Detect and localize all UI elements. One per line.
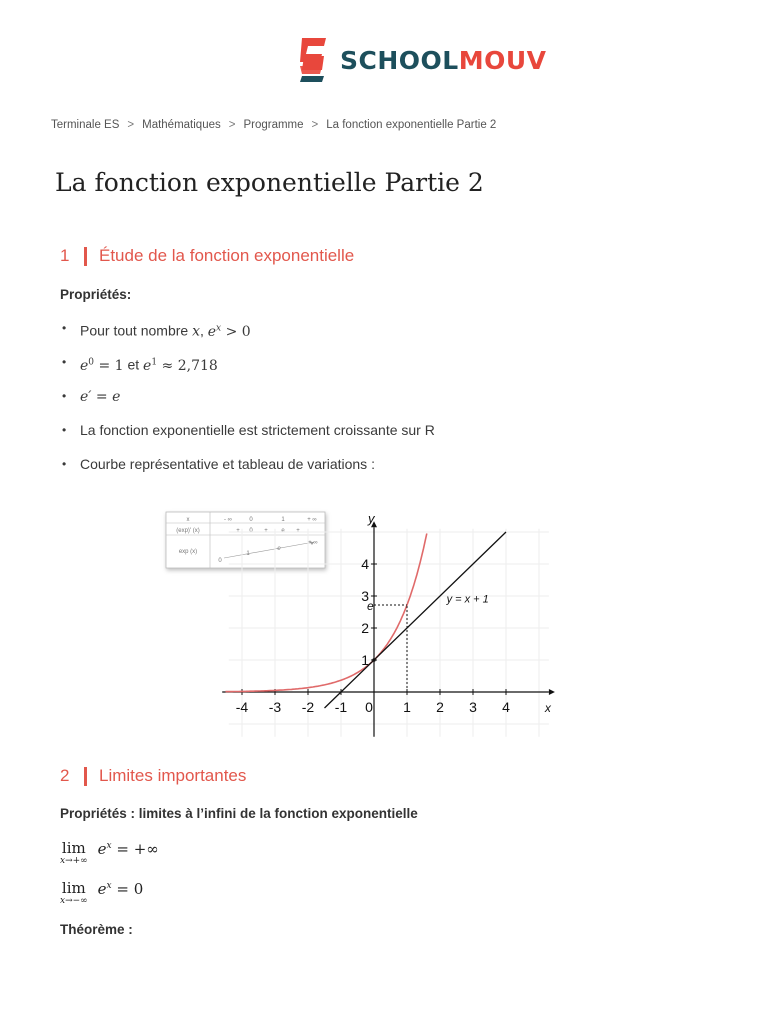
- breadcrumb-item[interactable]: Programme: [243, 119, 304, 131]
- table-deriv-sign: +: [264, 528, 268, 534]
- x-tick-label: -4: [235, 699, 249, 715]
- x-tick-label: -3: [268, 699, 282, 715]
- x-tick-label: 3: [469, 699, 477, 715]
- math-var: x: [192, 323, 200, 340]
- x-axis-arrow-icon: [549, 689, 555, 695]
- lim-operator: lim: [61, 839, 86, 857]
- section-divider: [84, 247, 87, 266]
- point-marker: [372, 658, 376, 662]
- breadcrumb: [51, 119, 496, 131]
- list-item: [62, 350, 435, 384]
- limit-plus-infinity: [60, 840, 159, 866]
- x-tick-label: 4: [502, 699, 510, 715]
- list-item: [62, 316, 435, 350]
- section-number: 1: [60, 246, 70, 265]
- table-deriv-value: 0: [249, 528, 253, 534]
- lim-expression: $e^x = 0$: [97, 880, 144, 898]
- y-tick-label: 1: [361, 652, 369, 668]
- limit-minus-infinity: [60, 880, 143, 906]
- lim-subscript: x→+∞: [60, 856, 88, 866]
- table-header-value: 0: [249, 517, 253, 523]
- limits-properties-label: Propriétés : limites à l’infini de la fonction exponentielle: [60, 806, 418, 821]
- table-header-x: x: [186, 517, 190, 523]
- breadcrumb-item-current[interactable]: La fonction exponentielle Partie 2: [326, 119, 497, 131]
- exponential-figure: [160, 500, 630, 740]
- y-tick-label: 4: [361, 556, 369, 572]
- properties-label: Propriétés:: [60, 287, 132, 302]
- table-header-value: - ∞: [224, 517, 232, 523]
- lim-subscript: x→−∞: [60, 896, 88, 906]
- lim-operator: lim: [61, 879, 86, 897]
- bullet-text: Courbe représentative et tableau de variations :: [80, 456, 375, 472]
- list-item: [62, 384, 435, 418]
- variation-table: [166, 512, 325, 568]
- bullet-text: et: [127, 356, 140, 373]
- tangent-label: y = x + 1: [446, 593, 489, 606]
- table-func-label: exp (x): [178, 549, 198, 555]
- section-1-heading: [60, 246, 354, 266]
- section-number: 2: [60, 766, 70, 785]
- lim-expression: $e^x$ = +∞: [97, 840, 159, 858]
- schoolmouv-logo[interactable]: [298, 36, 547, 84]
- list-item: [62, 418, 435, 452]
- table-header-value: + ∞: [307, 517, 317, 523]
- breadcrumb-separator: >: [311, 119, 319, 131]
- list-item: [62, 452, 435, 486]
- theorem-label: Théorème :: [60, 922, 133, 937]
- math-expr: $e^0 = 1$: [80, 357, 124, 374]
- e-label: e: [367, 599, 374, 614]
- breadcrumb-separator: >: [127, 119, 135, 131]
- table-func-value: + ∞: [308, 540, 318, 546]
- x-tick-label: 1: [403, 699, 411, 715]
- bullet-text: La fonction exponentielle est strictement croissante sur R: [80, 422, 435, 438]
- x-tick-label: 0: [365, 699, 373, 715]
- table-func-value: e: [277, 546, 281, 552]
- breadcrumb-item[interactable]: Terminale ES: [51, 119, 120, 131]
- table-frame: [166, 512, 325, 568]
- tangent-line: [325, 532, 507, 708]
- table-deriv-label: (exp)' (x): [176, 528, 200, 534]
- section-title: Limites importantes: [99, 766, 247, 785]
- logo-text: SCHOOLMOUV: [340, 45, 547, 75]
- bullet-text: Pour tout nombre: [80, 322, 193, 339]
- table-header-value: 1: [281, 517, 285, 523]
- table-deriv-value: e: [281, 528, 285, 534]
- section-title: Étude de la fonction exponentielle: [99, 246, 355, 265]
- properties-list: [62, 316, 435, 486]
- y-tick-label: 3: [361, 588, 369, 604]
- math-expr: e′ = e: [80, 389, 121, 405]
- table-deriv-sign: +: [236, 528, 240, 534]
- breadcrumb-item[interactable]: Mathématiques: [142, 119, 221, 131]
- math-expr: $e^1 \approx 2,718$: [143, 357, 218, 374]
- section-divider: [84, 767, 87, 786]
- x-tick-label: -2: [301, 699, 315, 715]
- x-tick-label: -1: [334, 699, 348, 715]
- logo-mark-icon: [298, 36, 330, 84]
- math-expr: $e^x > 0$: [207, 323, 251, 340]
- page-title: La fonction exponentielle Partie 2: [55, 168, 484, 197]
- table-func-value: 0: [218, 558, 222, 564]
- y-axis-label: y: [368, 511, 375, 527]
- section-2-heading: [60, 766, 246, 786]
- table-func-value: 1: [246, 551, 250, 557]
- x-axis-label: x: [544, 701, 551, 715]
- y-tick-label: 2: [361, 620, 369, 636]
- exponential-graph: [160, 500, 630, 740]
- bullet-text: ,: [199, 322, 208, 339]
- breadcrumb-separator: >: [228, 119, 236, 131]
- table-deriv-sign: +: [296, 528, 300, 534]
- x-tick-label: 2: [436, 699, 444, 715]
